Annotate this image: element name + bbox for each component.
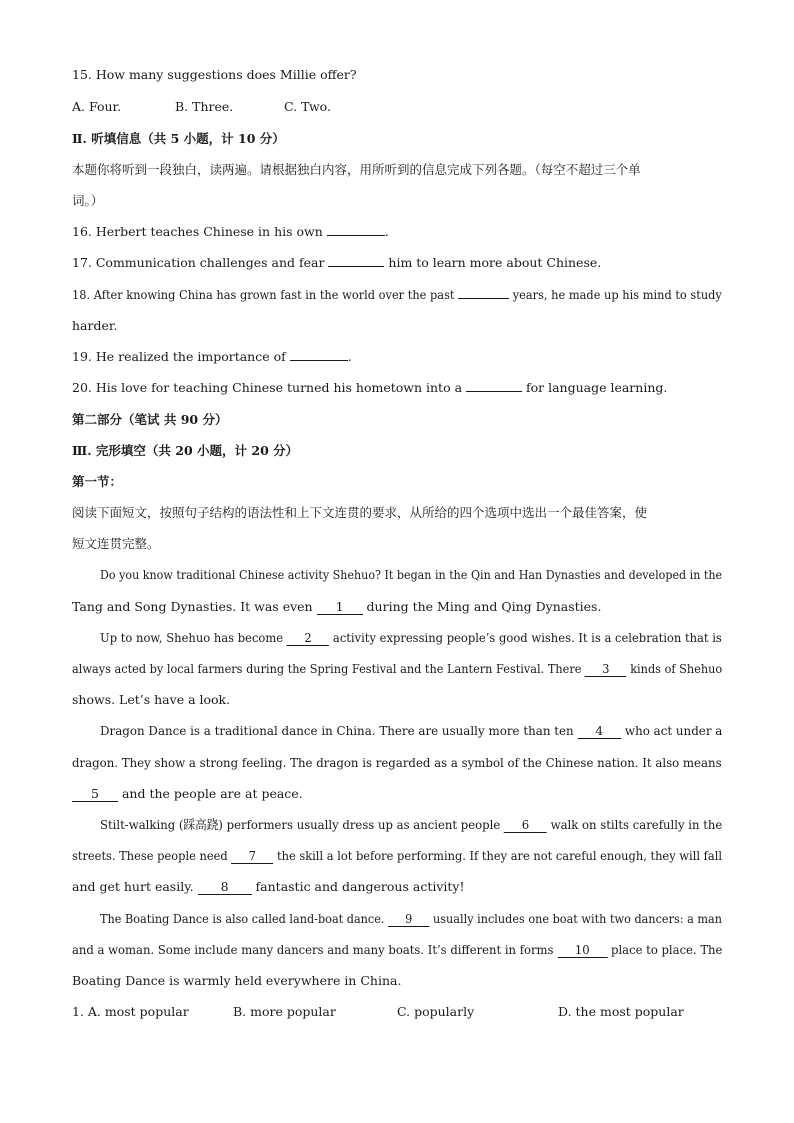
passage-p3-line2: dragon. They show a strong feeling. The dragon is regarded as a symbol of the Chinese nation. It also means	[72, 755, 722, 770]
section3-heading: Ⅲ. 完形填空（共 20 小题，计 20 分）	[72, 443, 299, 458]
passage-p3-line1: Dragon Dance is a traditional dance in China. There are usually more than ten 4 who act under a	[100, 723, 723, 738]
cloze-blank-5[interactable]: 5	[72, 787, 118, 802]
cloze-blank-7[interactable]: 7	[231, 849, 273, 864]
q15-option-a: A. Four.	[72, 99, 122, 114]
q15-stem: 15. How many suggestions does Millie offer?	[72, 67, 357, 82]
passage-p2-line2: always acted by local farmers during the Spring Festival and the Lantern Festival. There 3 kinds of Shehuo	[72, 661, 723, 676]
q17-blank[interactable]	[328, 266, 384, 267]
part2-heading: 第二部分（笔试 共 90 分）	[72, 412, 228, 427]
cloze-blank-6[interactable]: 6	[504, 818, 547, 833]
cloze-blank-9[interactable]: 9	[388, 912, 429, 927]
q18-line2: harder.	[72, 318, 118, 333]
section2-heading: Ⅱ. 听填信息（共 5 小题，计 10 分）	[72, 131, 285, 146]
passage-p5-line3: Boating Dance is warmly held everywhere in China.	[72, 973, 402, 988]
q17-line: 17. Communication challenges and fear him to learn more about Chinese.	[72, 255, 602, 270]
section3-instructions-line2: 短文连贯完整。	[72, 536, 160, 551]
q1-option-a: 1. A. most popular	[72, 1004, 189, 1019]
q20-line: 20. His love for teaching Chinese turned his hometown into a for language learning.	[72, 380, 668, 395]
q16-blank[interactable]	[327, 235, 385, 236]
q19-blank[interactable]	[290, 360, 348, 361]
q15-option-b: B. Three.	[175, 99, 234, 114]
q19-line: 19. He realized the importance of .	[72, 349, 352, 364]
passage-p2-line3: shows. Let’s have a look.	[72, 692, 231, 707]
q15-option-c: C. Two.	[284, 99, 331, 114]
q20-blank[interactable]	[466, 391, 522, 392]
passage-p4-line1: Stilt-walking (踩高跷) performers usually dress up as ancient people 6 walk on stilts carefully in the	[100, 817, 723, 832]
q1-option-d: D. the most popular	[558, 1004, 684, 1019]
q16-line: 16. Herbert teaches Chinese in his own .	[72, 224, 389, 239]
section3-instructions-line1: 阅读下面短文，按照句子结构的语法性和上下文连贯的要求，从所给的四个选项中选出一个最佳答案，使	[72, 505, 648, 520]
cloze-blank-2[interactable]: 2	[287, 631, 329, 646]
passage-p1-line1: Do you know traditional Chinese activity Shehuo? It began in the Qin and Han Dynasties and developed in the	[100, 567, 723, 582]
passage-p4-line2: streets. These people need 7 the skill a lot before performing. If they are not careful enough, they will fall	[72, 848, 723, 863]
cloze-blank-1[interactable]: 1	[317, 600, 363, 615]
cloze-blank-8[interactable]: 8	[198, 880, 252, 895]
q1-option-c: C. popularly	[397, 1004, 475, 1019]
passage-p2-line1: Up to now, Shehuo has become 2 activity expressing people’s good wishes. It is a celebration that is	[100, 630, 722, 645]
q18-blank[interactable]	[458, 298, 509, 299]
cloze-blank-3[interactable]: 3	[585, 662, 627, 677]
q1-option-b: B. more popular	[233, 1004, 336, 1019]
section2-instructions-line1: 本题你将听到一段独白，读两遍。请根据独白内容，用所听到的信息完成下列各题。（每空不超过三个单	[72, 162, 641, 177]
cloze-blank-10[interactable]: 10	[557, 943, 607, 958]
passage-p1-line2: Tang and Song Dynasties. It was even 1 during the Ming and Qing Dynasties.	[72, 599, 602, 614]
passage-p4-line3: and get hurt easily. 8 fantastic and dangerous activity!	[72, 879, 465, 894]
cloze-blank-4[interactable]: 4	[577, 724, 621, 739]
passage-p3-line3: 5 and the people are at peace.	[72, 786, 303, 802]
q18-line: 18. After knowing China has grown fast in the world over the past years, he made up his mind to study	[72, 287, 722, 302]
section2-instructions-line2: 词。）	[72, 193, 104, 208]
section3-subheading: 第一节：	[72, 474, 123, 489]
passage-p5-line2: and a woman. Some include many dancers and many boats. It’s different in forms 10 place to place. The	[72, 942, 723, 957]
passage-p5-line1: The Boating Dance is also called land-boat dance. 9 usually includes one boat with two dancers: a man	[100, 911, 723, 926]
